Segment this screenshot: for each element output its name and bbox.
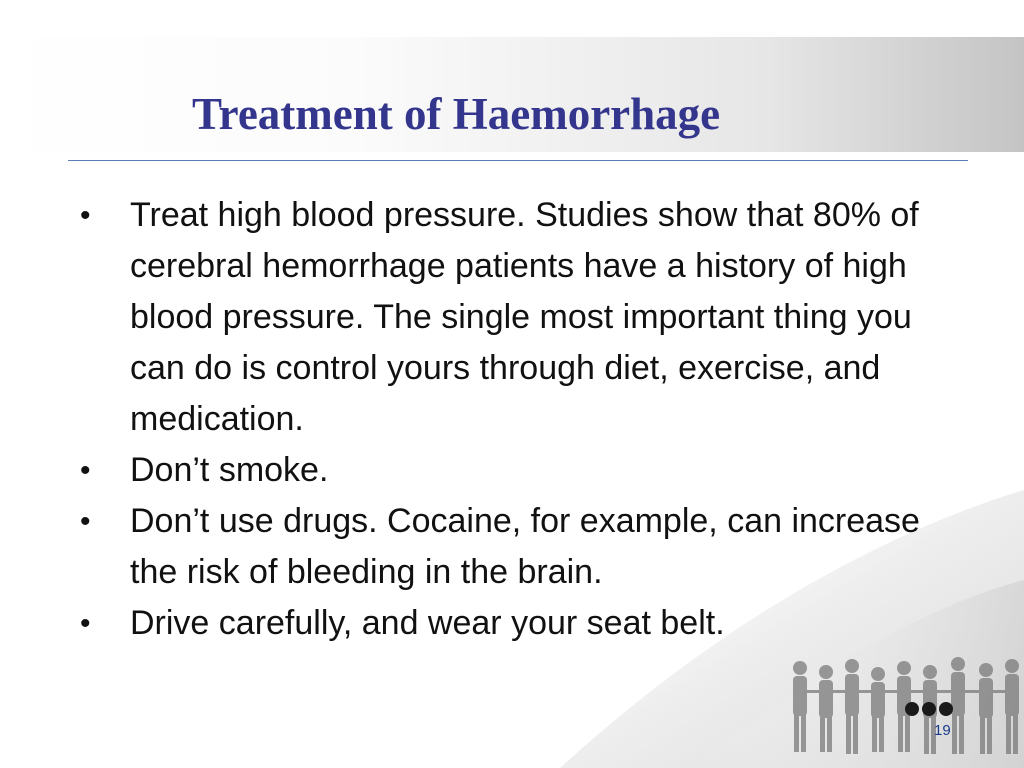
page-number: 19 xyxy=(934,722,951,739)
bullet-list xyxy=(76,190,936,649)
bullet-dot-icon: • xyxy=(80,199,91,232)
bullet-item xyxy=(76,190,936,445)
slide-title: Treatment of Haemorrhage xyxy=(192,89,721,139)
bullet-item xyxy=(76,445,936,496)
bullet-text: Don’t smoke. xyxy=(130,451,329,489)
held-hands-line xyxy=(805,690,1015,693)
title-divider xyxy=(68,160,968,161)
bullet-text: Drive carefully, and wear your seat belt. xyxy=(130,604,725,642)
bullet-item xyxy=(76,496,936,598)
bullet-text: Don’t use drugs. Cocaine, for example, can increase the risk of bleeding in the brain. xyxy=(130,502,920,591)
bullet-dot-icon: • xyxy=(80,505,91,538)
bullet-item xyxy=(76,598,936,649)
bullet-dot-icon: • xyxy=(80,607,91,640)
three-dot-logo-icon xyxy=(905,702,953,716)
bullet-dot-icon: • xyxy=(80,454,91,487)
bullet-text: Treat high blood pressure. Studies show that 80% of cerebral hemorrhage patients have a history of high blood pressure. The single most important thing you can do is control yours through diet, exercise, and medication. xyxy=(130,196,919,438)
